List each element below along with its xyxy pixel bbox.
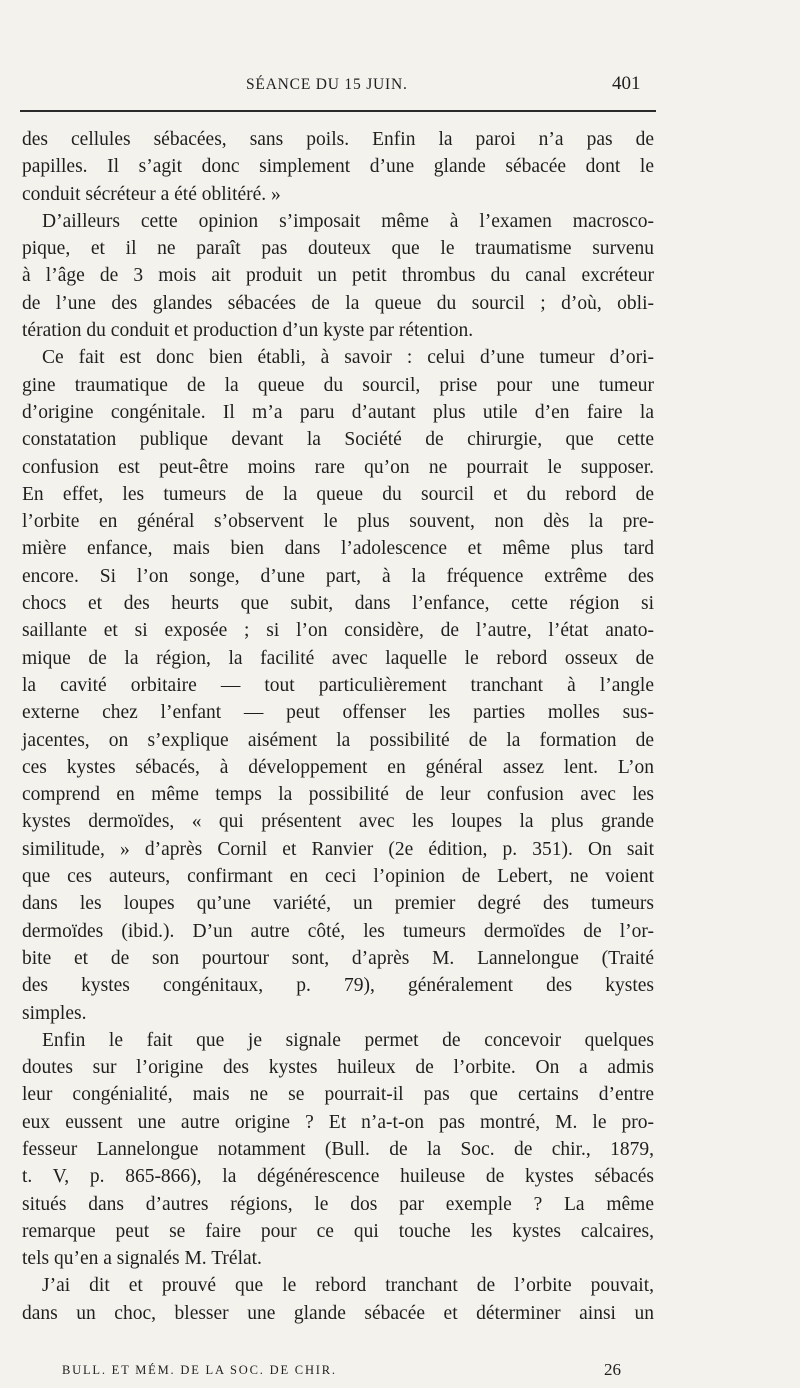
text-line: simples. xyxy=(22,1002,87,1024)
text-line: mique de la région, la facilité avec laquelle le rebord osseux de xyxy=(22,647,654,669)
text-line: confusion est peut-être moins rare qu’on ne pourrait le supposer. xyxy=(22,456,654,478)
text-line: ces kystes sébacés, à développement en général assez lent. L’on xyxy=(22,756,654,778)
text-line: que ces auteurs, confirmant en ceci l’opinion de Lebert, ne voient xyxy=(22,866,654,888)
text-line: constatation publique devant la Société de chirurgie, que cette xyxy=(22,429,654,451)
text-line: En effet, les tumeurs de la queue du sourcil et du rebord de xyxy=(22,483,654,505)
text-line: fesseur Lannelongue notamment (Bull. de la Soc. de chir., 1879, xyxy=(22,1138,654,1160)
text-line: similitude, » d’après Cornil et Ranvier (2e édition, p. 351). On sait xyxy=(22,838,654,860)
text-line: de l’une des glandes sébacées de la queue du sourcil ; d’où, obli- xyxy=(22,292,654,314)
text-line: des cellules sébacées, sans poils. Enfin la paroi n’a pas de xyxy=(22,129,654,150)
text-line: dermoïdes (ibid.). D’un autre côté, les tumeurs dermoïdes de l’or- xyxy=(22,920,654,942)
header-rule xyxy=(20,110,656,112)
text-line: Ce fait est donc bien établi, à savoir : celui d’une tumeur d’ori- xyxy=(42,347,654,369)
text-line: D’ailleurs cette opinion s’imposait même à l’examen macrosco- xyxy=(42,210,654,232)
text-line: dans un choc, blesser une glande sébacée et déterminer ainsi un xyxy=(22,1302,654,1324)
running-header xyxy=(0,72,800,102)
text-line: la cavité orbitaire — tout particulièrement tranchant à l’angle xyxy=(22,674,654,696)
text-line: Enfin le fait que je signale permet de concevoir quelques xyxy=(42,1029,654,1051)
text-line: eux eussent une autre origine ? Et n’a-t-on pas montré, M. le pro- xyxy=(22,1111,654,1133)
page-footer xyxy=(0,1361,800,1381)
body-text xyxy=(22,126,654,1327)
footer-signature: 26 xyxy=(604,1360,621,1379)
text-line: d’origine congénitale. Il m’a paru d’autant plus utile d’en faire la xyxy=(22,401,654,423)
text-line: des kystes congénitaux, p. 79), généralement des kystes xyxy=(22,975,654,997)
text-line: dans les loupes qu’une variété, un premier degré des tumeurs xyxy=(22,893,654,915)
footer-journal: BULL. ET MÉM. DE LA SOC. DE CHIR. xyxy=(62,1363,337,1377)
text-line: encore. Si l’on songe, d’une part, à la fréquence extrême des xyxy=(22,565,654,587)
text-line: pique, et il ne paraît pas douteux que le traumatisme survenu xyxy=(22,238,654,260)
text-line: bite et de son pourtour sont, d’après M. Lannelongue (Traité xyxy=(22,947,654,969)
text-line: mière enfance, mais bien dans l’adolescence et même plus tard xyxy=(22,538,654,560)
text-line: J’ai dit et prouvé que le rebord tranchant de l’orbite pouvait, xyxy=(42,1275,654,1297)
text-line: t. V, p. 865-866), la dégénérescence huileuse de kystes sébacés xyxy=(22,1166,654,1188)
text-line: conduit sécréteur a été oblitéré. » xyxy=(22,183,281,205)
text-line: tération du conduit et production d’un kyste par rétention. xyxy=(22,320,474,342)
text-line: leur congénialité, mais ne se pourrait-il pas que certains d’entre xyxy=(22,1084,654,1106)
text-line: kystes dermoïdes, « qui présentent avec les loupes la plus grande xyxy=(22,811,654,833)
text-line: tels qu’en a signalés M. Trélat. xyxy=(22,1248,262,1270)
running-title: SÉANCE DU 15 JUIN. xyxy=(246,76,408,93)
text-line: chocs et des heurts que subit, dans l’enfance, cette région si xyxy=(22,593,654,615)
page-number: 401 xyxy=(612,73,641,94)
text-line: externe chez l’enfant — peut offenser les parties molles sus- xyxy=(22,702,654,724)
text-line: situés dans d’autres régions, le dos par exemple ? La même xyxy=(22,1193,654,1215)
text-line: comprend en même temps la possibilité de leur confusion avec les xyxy=(22,784,654,806)
text-line: jacentes, on s’explique aisément la possibilité de la formation de xyxy=(22,729,654,751)
text-line: doutes sur l’origine des kystes huileux de l’orbite. On a admis xyxy=(22,1057,654,1079)
text-line: l’orbite en général s’observent le plus souvent, non dès la pre- xyxy=(22,511,654,533)
text-line: saillante et si exposée ; si l’on considère, de l’autre, l’état anato- xyxy=(22,620,654,642)
text-line: remarque peut se faire pour ce qui touche les kystes calcaires, xyxy=(22,1220,654,1242)
text-line: papilles. Il s’agit donc simplement d’une glande sébacée dont le xyxy=(22,156,654,178)
text-line: à l’âge de 3 mois ait produit un petit thrombus du canal excréteur xyxy=(22,265,654,287)
text-line: gine traumatique de la queue du sourcil, prise pour une tumeur xyxy=(22,374,654,396)
